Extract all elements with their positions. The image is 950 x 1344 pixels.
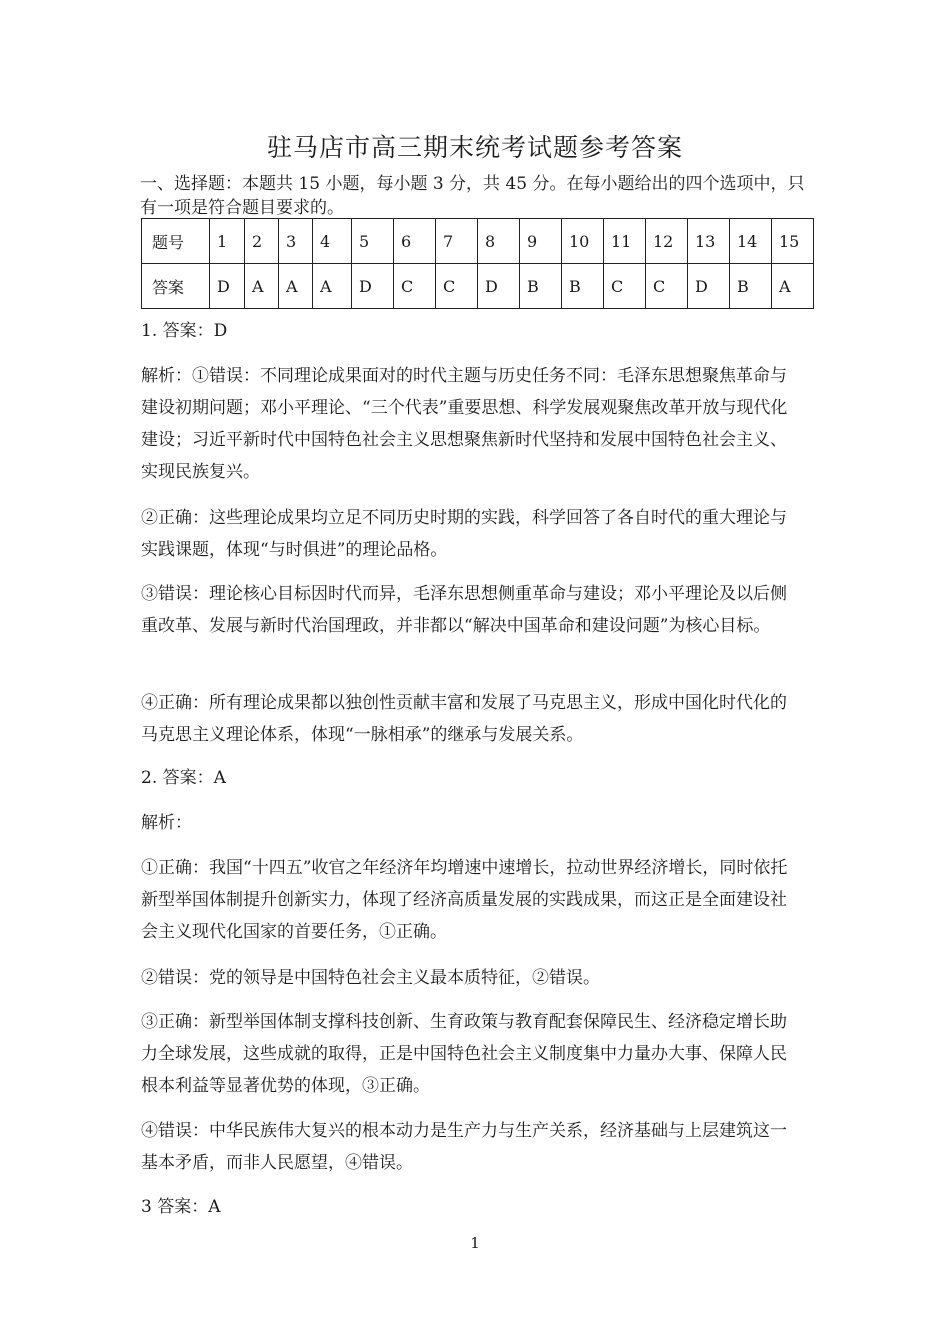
table-cell: A	[245, 264, 279, 309]
table-cell: B	[562, 264, 604, 309]
q2-analysis-2: ②错误：党的领导是中国特色社会主义最本质特征，②错误。	[141, 968, 600, 988]
table-cell: A	[313, 264, 352, 309]
table-cell: D	[688, 264, 730, 309]
table-cell: 6	[394, 219, 436, 264]
table-row-label: 答案	[142, 264, 210, 309]
table-cell: 11	[604, 219, 646, 264]
table-cell: 14	[730, 219, 772, 264]
table-cell: 3	[279, 219, 313, 264]
q1-analysis-1: 解析：①错误：不同理论成果面对的时代主题与历史任务不同：毛泽东思想聚焦革命与建设初期问题；邓小平理论、“三个代表”重要思想、科学发展观聚焦改革开放与现代化建设；习近平新时代中国特色社会主义思想聚焦新时代坚持和发展中国特色社会主义、实现民族复兴。	[141, 366, 788, 482]
table-cell: 15	[772, 219, 814, 264]
table-cell: 9	[520, 219, 562, 264]
table-cell: D	[210, 264, 245, 309]
table-row-answers	[142, 264, 814, 309]
table-cell: C	[394, 264, 436, 309]
table-cell: 7	[436, 219, 478, 264]
table-cell: B	[520, 264, 562, 309]
table-row-numbers	[142, 219, 814, 264]
table-cell: C	[646, 264, 688, 309]
table-cell: A	[772, 264, 814, 309]
section-intro: 一、选择题：本题共 15 小题，每小题 3 分，共 45 分。在每小题给出的四个选项中，只有一项是符合题目要求的。	[140, 174, 805, 218]
table-cell: 4	[313, 219, 352, 264]
table-cell: C	[436, 264, 478, 309]
q1-analysis-4: ④正确：所有理论成果都以独创性贡献丰富和发展了马克思主义，形成中国化时代化的马克思主义理论体系，体现“一脉相承”的继承与发展关系。	[141, 693, 787, 745]
q3-answer: 3 答案：A	[141, 1197, 221, 1217]
q2-analysis-4: ④错误：中华民族伟大复兴的根本动力是生产力与生产关系，经济基础与上层建筑这一基本矛盾，而非人民愿望，④错误。	[141, 1121, 787, 1173]
table-cell: 1	[210, 219, 245, 264]
q1-answer: 1. 答案：D	[141, 321, 228, 341]
table-cell: 13	[688, 219, 730, 264]
table-cell: B	[730, 264, 772, 309]
table-cell: 5	[352, 219, 394, 264]
table-cell: 8	[478, 219, 520, 264]
table-cell: 10	[562, 219, 604, 264]
table-cell: D	[352, 264, 394, 309]
table-cell: 12	[646, 219, 688, 264]
table-cell: C	[604, 264, 646, 309]
page-title: 驻马店市高三期末统考试题参考答案	[266, 133, 683, 162]
q2-analysis-3: ③正确：新型举国体制支撑科技创新、生育政策与教育配套保障民生、经济稳定增长助力全球发展，这些成就的取得，正是中国特色社会主义制度集中力量办大事、保障人民根本利益等显著优势的体现，③正确。	[141, 1012, 787, 1096]
page-number: 1	[470, 1234, 480, 1252]
q1-analysis-2: ②正确：这些理论成果均立足不同历史时期的实践，科学回答了各自时代的重大理论与实践课题，体现“与时俱进”的理论品格。	[141, 508, 787, 560]
table-row-label: 题号	[142, 219, 210, 264]
answer-table	[141, 218, 814, 309]
q2-analysis-1: ①正确：我国“十四五”收官之年经济年均增速中速增长，拉动世界经济增长，同时依托新型举国体制提升创新实力，体现了经济高质量发展的实践成果，而这正是全面建设社会主义现代化国家的首要任务，①正确。	[141, 858, 788, 942]
q1-analysis-3: ③错误：理论核心目标因时代而异，毛泽东思想侧重革命与建设；邓小平理论及以后侧重改革、发展与新时代治国理政，并非都以“解决中国革命和建设问题”为核心目标。	[141, 584, 787, 636]
q2-answer: 2. 答案：A	[141, 768, 226, 788]
q2-analysis-label: 解析：	[141, 813, 192, 833]
table-cell: 2	[245, 219, 279, 264]
table-cell: A	[279, 264, 313, 309]
table-cell: D	[478, 264, 520, 309]
